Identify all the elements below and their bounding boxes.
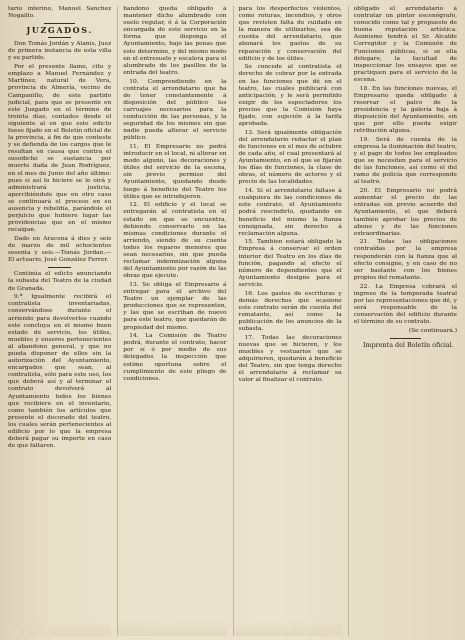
paragraph: 17. Todas las decoraciones nuevas que se hicieren, y los muebles y vestuarios que se adquirieren, quedarán á beneficio del Teatro, sin que tenga derecho el arrendatario á reclamar su valor al finalizar el contrato. (238, 334, 342, 384)
paragraph: bandono queda obligado á mantener dicho alumbrado con suelo regular, ó á la Corporación encargada de este servicio en la forma que disponga el Ayuntamiento, bajo las penas que este determine, y del mismo modo en el entresuelo y escalera para el alumbrado de los pasillos de la entrada del teatro. (123, 6, 227, 76)
column-4 (348, 6, 457, 636)
page-edge (118, 622, 226, 636)
paragraph: Continúa el edicto anunciando la subasta del Teatro de la ciudad de Granada. (8, 271, 112, 292)
paragraph: 12. El edificio y el local se entregarán al contratista en el estado en que se encuentra, debiendo conservarlo en las mismas condiciones durante el arriendo, siendo de su cuenta todos los reparos menores que sean necesarios, sin que pueda reclamar indemnización alguna del Ayuntamiento por razón de las obras que ejecute. (123, 202, 227, 280)
column-1 (8, 6, 111, 636)
paragraph: 11. El Empresario no podrá introducir en el local, ni alterar en modo alguno, las decoraciones y útiles del servicio de la escena, sin previo permiso del Ayuntamiento, quedando desde luego á beneficio del Teatro los útiles que se introdujeren. (123, 143, 227, 200)
page-edge (8, 622, 111, 636)
divider (44, 23, 75, 24)
section-heading: JUZGADOS. (26, 25, 93, 36)
paragraph: para los desperfectos violentos, como roturas, incendios, y otros que revisten falta de cuidado en la manera de utilizarlos, sea de cuenta del arrendatario, que abonará los gastos de su reparación y conservación del edificio y de los útiles. (238, 6, 342, 62)
paragraph: 13. Será igualmente obligación del arrendatario redactar el plan de funciones en el mes de octubre de cada año, el cual presentará al Ayuntamiento, en el que se fijarán los días de funciones, la clase de obras, el número de actores y el precio de las localidades. (238, 129, 342, 186)
column-3 (233, 6, 342, 636)
divider (48, 267, 71, 268)
divider (48, 37, 71, 38)
paragraph: 20. El Empresario no podrá aumentar el precio de las entradas sin previo acuerdo del Ayuntamiento, el que deberá también aprobar los precios de abono y de las funciones extraordinarias. (353, 188, 457, 237)
printer-footer: Imprenta del Boletín oficial. (363, 340, 454, 349)
paragraph: Dado en Aracena á dies y seis de marzo de mil ochocientos sesenta y seis.—Tomás Jordan.—El actuario, José González Ferrer. (8, 236, 112, 264)
columns (8, 6, 457, 636)
column-2 (117, 6, 226, 636)
paragraph: tario interino, Manuel Sanchez Nogaillo. (8, 6, 112, 20)
paragraph: 15. Tambien estará obligado la Empresa á conservar el orden interior del Teatro en los días de función, pagando al efecto el número de dependientes que el Ayuntamiento designe para el servicio. (238, 239, 342, 288)
divider (390, 338, 421, 339)
paragraph: 16. Los gastos de escrituras y demás derechos que ocasione este contrato serán de cuenta del rematante, así como la publicación de los anuncios de la subasta. (238, 290, 342, 333)
paragraph: 14. Si el arrendatario faltase á cualquiera de las condiciones de este contrato, el Ayuntamiento podrá rescindirlo, quedando en beneficio del mismo la fianza consignada, sin derecho á reclamación alguna. (238, 188, 342, 237)
paragraph: 18. En las funciones nuevas, el Empresario queda obligado á reservar el palco de la presidencia y la galería baja á disposición del Ayuntamiento, sin que por ello pueda exigir retribución alguna. (353, 85, 457, 135)
paragraph: 10. Comprendiendo en la contrata el arrendatario que ha de tener constantemente á disposición del público los carruajes necesarios para la conducción de las personas, y la seguridad de los mismos sin que nadie pueda alterar el servicio público. (123, 78, 227, 142)
paragraph: Por el presente llamo, cito y emplazo a Manuel Fernández y Martínez, natural de Vera, provincia de Almería, vecino de Campanillo, de este partido judicial, para que se presente en este Juzgado en el término de treinta días, contados desde el siguiente al en que este edicto fuese fijado en el Boletín oficial de la provincia, á fin de que conteste y se defienda de los cargos que le resultan en causa que contra el susodicho se sustancia por muerte dada de Juan Rodríguez, en el mes de Junio del año último: pues si así lo hiciere se le oirá y administrará justicia, apercibiéndole que en otro caso se continuará el proceso en su ausencia y rebeldía, parándole el perjuicio que hubiere lugar las providencias que en el mismo recaigan. (8, 64, 112, 234)
paragraph: 19. Será de cuenta de la empresa la iluminación del teatro, y el pago de todos los empleados que se necesiten para el servicio de las funciones, así como el del ramo de policía que corresponde al teatro. (353, 136, 457, 186)
paragraph: 22. La Empresa cobrará el ingreso de la temporada teatral por las representaciones que dé, y será responsable de la conservación del edificio durante el término de su contrato. (353, 283, 457, 325)
page-edge (234, 622, 342, 636)
continuation-note: (Se continuará.) (408, 327, 457, 334)
paragraph: 21. Todas las obligaciones contraídas por la empresa responderán con la fianza que al efecto consigne, y en caso de no ser bastante con los bienes propios del rematante. (353, 239, 457, 281)
paragraph: 9.ª Igualmente recibirá el contratista inventariadas, conservándose durante el arriendo para devolverlos cuando este concluya en el mismo buen estado de servicio, los útiles, muebles y enseres pertenecientes al abandono general, y que no pueda disponer de ellos sin la autorización del Ayuntamiento, encargados que sean, al contratista, sólo para este uso, los que deberá así y al terminar el contrato devolverá al Ayuntamiento todos los bienes que recibiere en el inventario, como también los artículos que presente el decorado del teatro, los cuales serán pertenecientes al edificio por lo que la empresa deberá pagar su importe en caso de que faltaren. (8, 294, 112, 450)
paragraph: 13. Se obliga el Empresario á entregar para el archivo del Teatro un ejemplar de las producciones que se representen, y las que se escriban de nuevo para este teatro, que quedarán de propiedad del mismo. (123, 281, 227, 331)
paragraph: obligado el arrendatario á contratar un pintor escenógrafo, conocido como tal y propuesto de buena reputación artística. Asimismo tendrá el Sr. Alcalde Corregidor y la Comisión de Funciones públicas, si se ella delegare, la facultad de inspeccionar los ensayos que se practiquen para el servicio de la escena. (353, 6, 457, 83)
paragraph: Don Tomás Jordán y Alanis, Juez de primera instancia de esta villa y su partido. (8, 41, 112, 62)
paragraph: 14. La Comisión de Teatro podrá, durante el contrato, hacer por sí ó por medio de sus delegados la inspección que estime oportuna sobre el cumplimiento de este pliego de condiciones. (123, 333, 227, 382)
paragraph: Se concede al contratista el derecho de cobrar por la entrada en las funciones que dé en el teatro, las cuales publicará con anticipación, y le será permitido exigir de los espectadores los precios que la Comisión haya fijado, con sujeción á la tarifa aprobada. (238, 64, 342, 128)
